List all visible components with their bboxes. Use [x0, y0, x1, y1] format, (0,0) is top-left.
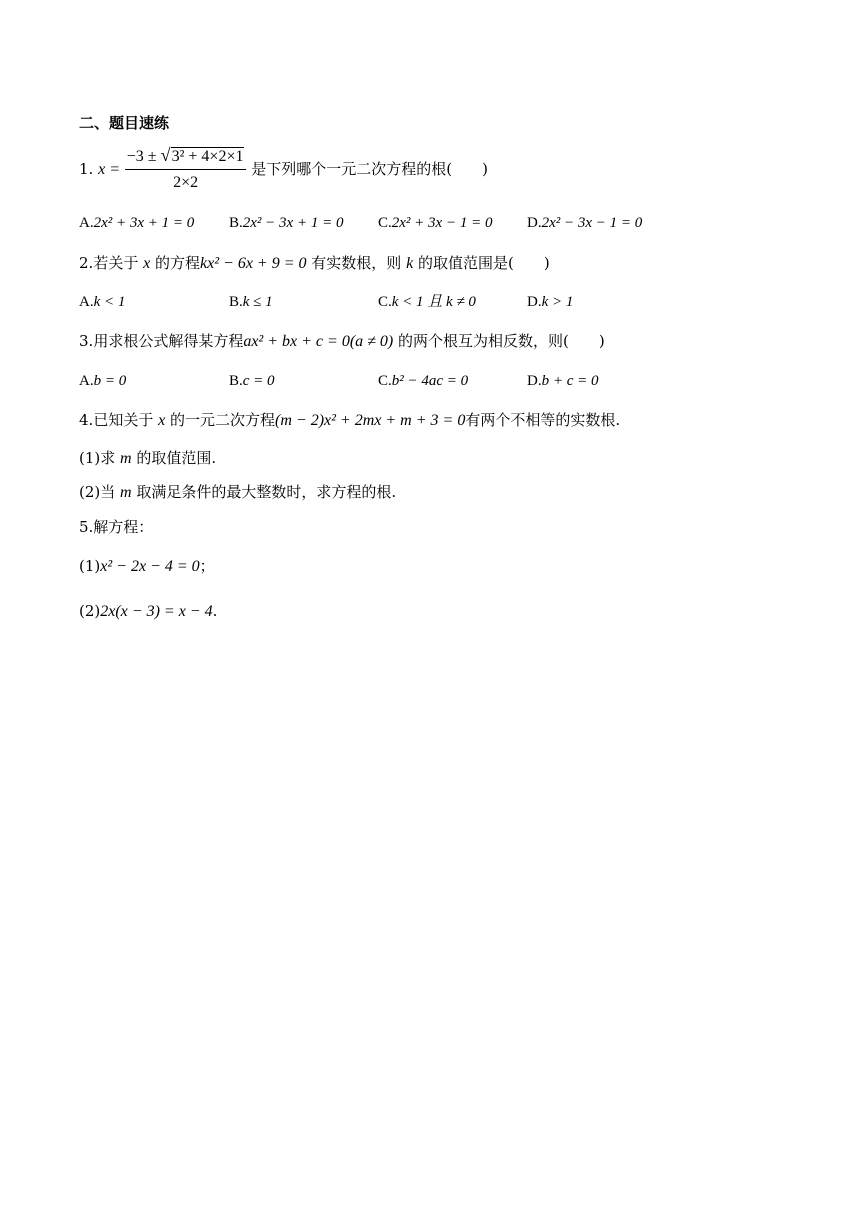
q3-option-a[interactable] [79, 371, 126, 391]
q4-mid: 的一元二次方程 [170, 411, 276, 429]
q1-fraction [125, 147, 247, 193]
question-1 [79, 147, 488, 193]
q2-var2: k [406, 255, 414, 272]
q3-equation: ax² + bx + c = 0(a ≠ 0) [243, 333, 394, 350]
q3-option-b[interactable] [229, 371, 275, 391]
q2-option-d-text: k > 1 [541, 294, 574, 310]
q2-option-b-text: k ≤ 1 [242, 294, 273, 310]
q2-option-c-text: k < 1 且 k ≠ 0 [391, 294, 476, 310]
q1-numerator [125, 147, 247, 170]
q3-option-a-label: A. [79, 373, 94, 389]
q1-option-d-label: D. [527, 215, 542, 231]
q1-option-c-text: 2x² + 3x − 1 = 0 [391, 215, 493, 231]
question-2 [79, 253, 550, 274]
q4-sub1-post: 的取值范围. [136, 449, 217, 467]
q4-sub2-pre: (2)当 [79, 483, 116, 501]
q3-post: 的两个根互为相反数，则( ) [398, 332, 605, 350]
q1-lhs: x = [98, 161, 120, 178]
q3-option-c[interactable] [378, 371, 468, 391]
q4-number: 4. [79, 411, 94, 429]
q5-sub-2 [79, 601, 217, 622]
q1-option-b-label: B. [229, 215, 243, 231]
q2-option-c-label: C. [378, 294, 392, 310]
q2-option-a[interactable] [79, 292, 125, 312]
q1-denominator: 2×2 [173, 174, 199, 191]
q1-option-d-text: 2x² − 3x − 1 = 0 [541, 215, 643, 231]
q1-sqrt [161, 147, 245, 167]
q4-sub-1 [79, 448, 216, 469]
q3-option-c-text: b² − 4ac = 0 [391, 373, 469, 389]
q5-sub2-equation: 2x(x − 3) = x − 4 [100, 603, 213, 620]
q2-option-b[interactable] [229, 292, 273, 312]
question-3 [79, 331, 605, 352]
q4-sub2-var: m [120, 484, 132, 501]
q3-number: 3. [79, 332, 94, 350]
q1-option-a[interactable] [79, 213, 194, 233]
q1-radicand: 3² + 4×2×1 [171, 148, 244, 165]
q1-option-b-text: 2x² − 3x + 1 = 0 [242, 215, 344, 231]
q2-var: x [143, 255, 151, 272]
radical-sign-icon: √ [160, 145, 171, 165]
q3-pre: 用求根公式解得某方程 [93, 332, 244, 350]
q4-sub1-pre: (1)求 [79, 449, 116, 467]
q3-option-c-label: C. [378, 373, 392, 389]
q2-option-a-label: A. [79, 294, 94, 310]
q4-sub-2 [79, 482, 396, 503]
q1-option-a-label: A. [79, 215, 94, 231]
q5-sub1-label: (1) [79, 557, 101, 575]
q2-option-d[interactable] [527, 292, 573, 312]
q1-option-a-text: 2x² + 3x + 1 = 0 [93, 215, 195, 231]
q5-sub2-end: . [212, 602, 218, 620]
q3-option-b-text: c = 0 [242, 373, 275, 389]
q5-sub2-label: (2) [79, 602, 101, 620]
q2-pre: 若关于 [93, 254, 139, 272]
q2-mid: 的方程 [155, 254, 201, 272]
section-heading: 二、题目速练 [79, 114, 170, 132]
q1-number: 1. [79, 160, 94, 178]
q3-option-d-label: D. [527, 373, 542, 389]
q1-option-d[interactable] [527, 213, 642, 233]
q1-stem: 是下列哪个一元二次方程的根( ) [251, 160, 488, 178]
q5-sub1-end: ； [199, 557, 215, 575]
question-5: 5.解方程： [79, 518, 154, 536]
q4-post: 有两个不相等的实数根. [465, 411, 621, 429]
q4-sub2-post: 取满足条件的最大整数时，求方程的根. [136, 483, 397, 501]
q1-option-b[interactable] [229, 213, 343, 233]
q5-sub-1 [79, 556, 215, 577]
q2-option-d-label: D. [527, 294, 542, 310]
q4-sub1-var: m [120, 450, 132, 467]
q4-equation: (m − 2)x² + 2mx + m + 3 = 0 [275, 412, 466, 429]
q2-end: 的取值范围是( ) [417, 254, 550, 272]
q5-sub1-equation: x² − 2x − 4 = 0 [100, 558, 200, 575]
q1-numerator-pre: −3 ± [126, 148, 157, 165]
q3-option-d[interactable] [527, 371, 599, 391]
q2-post: 有实数根，则 [311, 254, 402, 272]
q3-option-d-text: b + c = 0 [541, 373, 599, 389]
q2-option-a-text: k < 1 [93, 294, 126, 310]
q2-option-b-label: B. [229, 294, 243, 310]
q2-equation: kx² − 6x + 9 = 0 [200, 255, 307, 272]
q4-var: x [158, 412, 166, 429]
q1-option-c-label: C. [378, 215, 392, 231]
q3-option-b-label: B. [229, 373, 243, 389]
q2-number: 2. [79, 254, 94, 272]
q1-option-c[interactable] [378, 213, 492, 233]
q2-option-c[interactable] [378, 292, 476, 312]
q3-option-a-text: b = 0 [93, 373, 127, 389]
question-4 [79, 410, 620, 431]
q4-pre: 已知关于 [93, 411, 154, 429]
